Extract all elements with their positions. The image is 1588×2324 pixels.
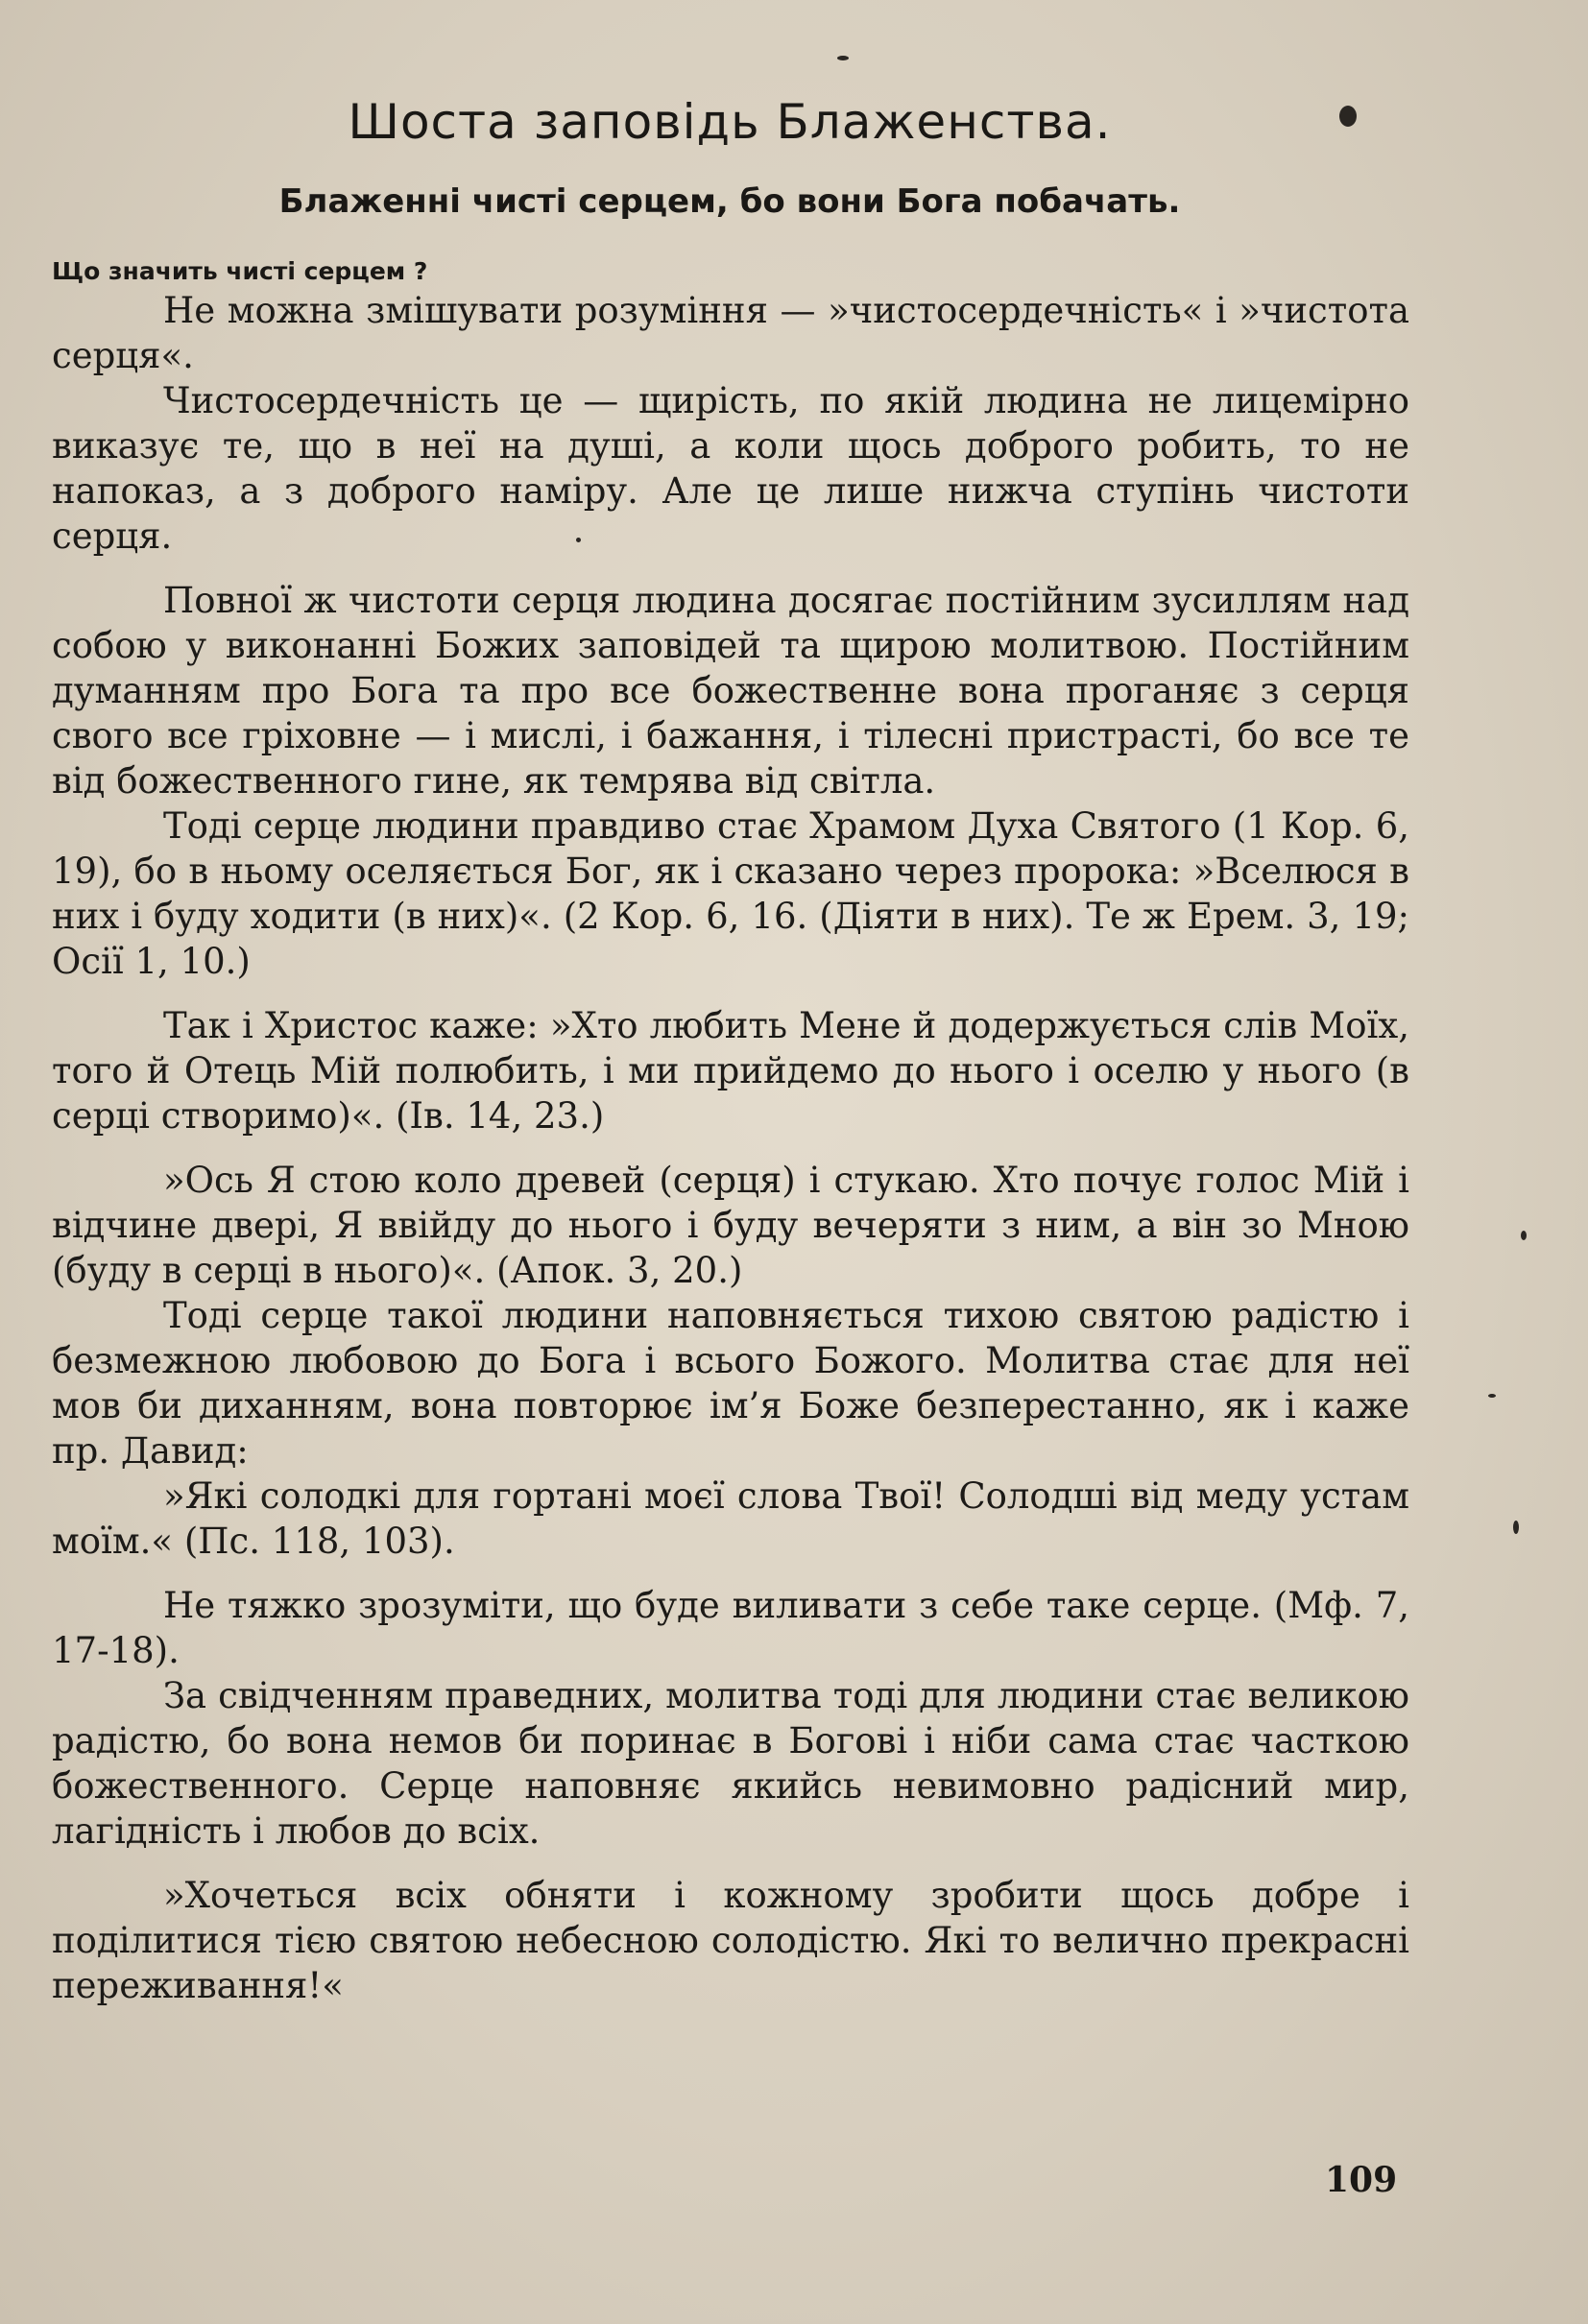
paragraph: Так і Христос каже: »Хто любить Мене й додержується слів Моїх, того й Отець Мій полюбить, і ми прийдемо до нього і оселю у нього (в серці створимо)«. (Ів. 14, 23.)	[52, 1005, 1409, 1137]
body-text	[52, 288, 1409, 2008]
paragraph: Не тяжко зрозуміти, що буде виливати з себе таке серце. (Мф. 7, 17-18).	[52, 1585, 1409, 1671]
ink-speck	[1488, 1394, 1496, 1398]
ink-speck	[1513, 1521, 1519, 1534]
page-subtitle: Блаженні чисті серцем, бо вони Бога побачать.	[278, 182, 1181, 221]
ink-speck	[1339, 106, 1357, 127]
ink-speck	[576, 538, 581, 542]
paragraph: Тоді серце людини правдиво стає Храмом Духа Святого (1 Кор. 6, 19), бо в ньому оселяється Бог, як і сказано через пророка: »Вселюся в них і буду ходити (в них)«. (2 Кор. 6, 16. (Діяти в них). Те ж Ерем. 3, 19; Осії 1, 10.)	[52, 805, 1409, 982]
paragraph: »Які солодкі для гортані моєї слова Твої! Солодші від меду устам моїм.« (Пс. 118, 103).	[52, 1475, 1409, 1562]
paragraph: Чистосердечність це — щирість, по якій людина не лицемірно виказує те, що в неї на душі, а коли щось доброго робить, то не напоказ, а з доброго наміру. Але це лише нижча ступінь чистоти серця.	[52, 380, 1409, 557]
paragraph: »Хочеться всіх обняти і кожному зробити щось добре і поділитися тією святою небесною солодістю. Які то велично прекрасні переживання!«	[52, 1875, 1409, 2006]
page-number: 109	[1325, 2160, 1398, 2200]
paragraph: Не можна змішувати розуміння — »чистосердечність« і »чистота серця«.	[52, 290, 1409, 376]
paragraph: Тоді серце такої людини наповняється тихою святою радістю і безмежною любовою до Бога і всього Божого. Молитва стає для неї мов би диханням, вона повторює ім’я Боже безперестанно, як і каже пр. Давид:	[52, 1295, 1409, 1472]
ink-speck	[837, 56, 849, 60]
ink-speck	[1521, 1231, 1527, 1240]
section-question: Що значить чисті серцем ?	[52, 257, 428, 285]
paragraph: »Ось Я стою коло древей (серця) і стукаю. Хто почує голос Мій і відчине двері, Я ввійду до нього і буду вечеряти з ним, а він зо Мною (буду в серці в нього)«. (Апок. 3, 20.)	[52, 1160, 1409, 1291]
paragraph: За свідченням праведних, молитва тоді для людини стає великою радістю, бо вона немов би поринає в Богові і ніби сама стає часткою божественного. Серце наповняє якийсь невимовно радісний мир, лагідність і любов до всіх.	[52, 1675, 1409, 1852]
paragraph: Повної ж чистоти серця людина досягає постійним зусиллям над собою у виконанні Божих заповідей та щирою молитвою. Постійним думанням про Бога та про все божественне вона проганяє з серця свого все гріховне — і мислі, і бажання, і тілесні пристрасті, бо все те від божественного гине, як темрява від світла.	[52, 580, 1409, 802]
page-title: Шоста заповідь Блаженства.	[348, 94, 1112, 150]
